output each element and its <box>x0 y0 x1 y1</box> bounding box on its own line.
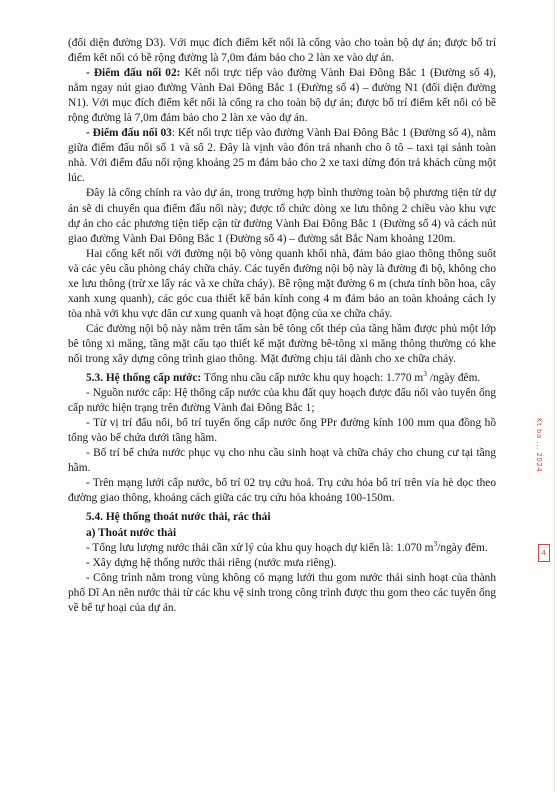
page-edge <box>554 0 555 792</box>
connection-2-text: Kết nối trực tiếp vào đường Vành Đai Đông Bắc 1 (Đường số 4), nằm ngay nút giao đường Vành Đai Đông Bắc 1 (Đường số 4) – đường N1 (đối diện đường N1). Với mục đích điểm kết nối là cổng ra cho toàn bộ dự án; được bố trí điểm kết nối có bề rộng đường là 7,0m đảm bảo cho 2 làn xe vào dự án. <box>68 67 496 125</box>
section-5-4-heading: 5.4. Hệ thống thoát nước thải, rác thải <box>86 511 271 524</box>
water-item-source: - Nguồn nước cấp: Hệ thống cấp nước của khu đất quy hoạch được đấu nối vào tuyến ống cấp nước hiện trạng trên đường Vành đai Đông Bắc 1; <box>68 387 496 415</box>
stamp-text: Kt ba ... 2024 <box>535 418 543 473</box>
paragraph-connection-1-tail: (đối diện đường D3). Với mục đích điểm kết nối là cổng vào cho toàn bộ dự án; được bố trí điểm kết nối có bề rộng đường là 7,0m đảm bảo cho 2 làn xe vào dự án. <box>68 37 496 65</box>
margin-stamp <box>533 418 551 566</box>
section-5-3-sup: 3 <box>423 369 428 379</box>
drainage-flow-text: - Tổng lưu lượng nước thải cần xử lý của khu quy hoạch dự kiến là: 1.070 m <box>86 541 434 554</box>
water-item-hydrant: - Trên mạng lưới cấp nước, bố trí 02 trụ cứu hoả. Trụ cứu hỏa bố trí trên vỉa hè dọc theo đường giao thông, khoảng cách giữa các trụ cứu hỏa khoảng 100-150m. <box>68 477 496 505</box>
connection-3-label: - Điểm đấu nối 03 <box>86 127 172 140</box>
drainage-item-separate: - Xây dựng hệ thống nước thải riêng (nước mưa riêng). <box>86 556 337 569</box>
connection-3-text: : Kết nối trực tiếp vào đường Vành Đai Đông Bắc 1 (Đường số 4), nằm giữa điểm đấu nối số 1 và số 2. Đây là vịnh vào đón trả nhanh cho ô tô – taxi tại sảnh toàn nhà. Với điểm đấu nối rộng khoảng 25 m đảm bảo cho 2 xe taxi dừng đón trả khách cùng một lúc. <box>68 127 496 185</box>
section-5-3-tail: /ngày đêm. <box>427 372 481 385</box>
paragraph-main-gate: Đây là cổng chính ra vào dự án, trong trường hợp bình thường toàn bộ phương tiện từ dự án sẽ di chuyển qua điểm đấu nối này; được tổ chức dòng xe lưu thông 2 chiều vào khu vực dự án cho các phương tiện tiếp cận từ đường Vành Đai Đông Bắc 1 (Đường số 4) và cách nút giao đường Vành Đai Đông Bắc 1 (Đường số 4) – đường sắt Bắc Nam khoảng 120m. <box>68 187 496 245</box>
drainage-flow-sup: 3 <box>433 538 438 548</box>
section-5-4a-heading: a) Thoát nước thải <box>86 526 177 539</box>
water-item-tank: - Bố trí bể chứa nước phục vụ cho nhu cầu sinh hoạt và chữa cháy cho chung cư tại tầng hầm. <box>68 447 496 475</box>
paragraph-internal-roads: Hai cổng kết nối với đường nội bộ vòng quanh khối nhà, đảm bảo giao thông thông suốt và các yêu cầu phòng cháy chữa cháy. Các tuyến đường nội bộ này là đường đi bộ, không cho xe lưu thông (trừ xe lấy rác và xe chữa cháy). Bề rộng mặt đường 6 m (chưa tính bồn hoa, cây xanh xung quanh), các góc cua thiết kế bán kính cong 4 m đảm bảo an toàn khoảng cách ly tòa nhà với khu vực dân cư xung quanh và hoạt động của xe chữa cháy. <box>68 247 496 320</box>
section-5-3-text: Tổng nhu cầu cấp nước khu quy hoạch: 1.770 m <box>201 372 424 385</box>
section-5-3-heading: 5.3. Hệ thống cấp nước: <box>86 372 202 385</box>
drainage-flow-tail: /ngày đêm. <box>437 541 488 554</box>
drainage-item-flow <box>68 538 496 556</box>
connection-2-label: - Điểm đấu nối 02: <box>86 67 181 80</box>
document-page <box>68 36 496 616</box>
paragraph-road-structure: Các đường nội bộ này nằm trên tấm sàn bê tông cốt thép của tầng hầm được phủ một lớp bê tông xi măng, tầng mặt cấu tạo thiết kế mặt đường bê-tông xi măng thông thường có khe nối trong xây dựng công trình giao thông. Mặt đường chịu tải dành cho xe chữa cháy. <box>68 322 496 365</box>
stamp-number: 4 <box>538 544 550 562</box>
paragraph-connection-3 <box>68 126 496 186</box>
section-5-3-water-supply <box>68 371 496 386</box>
paragraph-connection-2 <box>68 66 496 126</box>
water-item-pipe: - Từ vị trí đấu nối, bố trí tuyến ống cấp nước ống PPr đường kính 100 mm qua đồng hồ tổng vào bể chứa dưới tầng hầm. <box>68 417 496 445</box>
drainage-item-septic: - Công trình nằm trong vùng không có mạng lưới thu gom nước thải sinh hoạt của thành phố Dĩ An nên nước thải từ các khu vệ sinh trong công trình được thu gom theo các tuyến ống về bể tự hoại của dự án. <box>68 571 496 614</box>
